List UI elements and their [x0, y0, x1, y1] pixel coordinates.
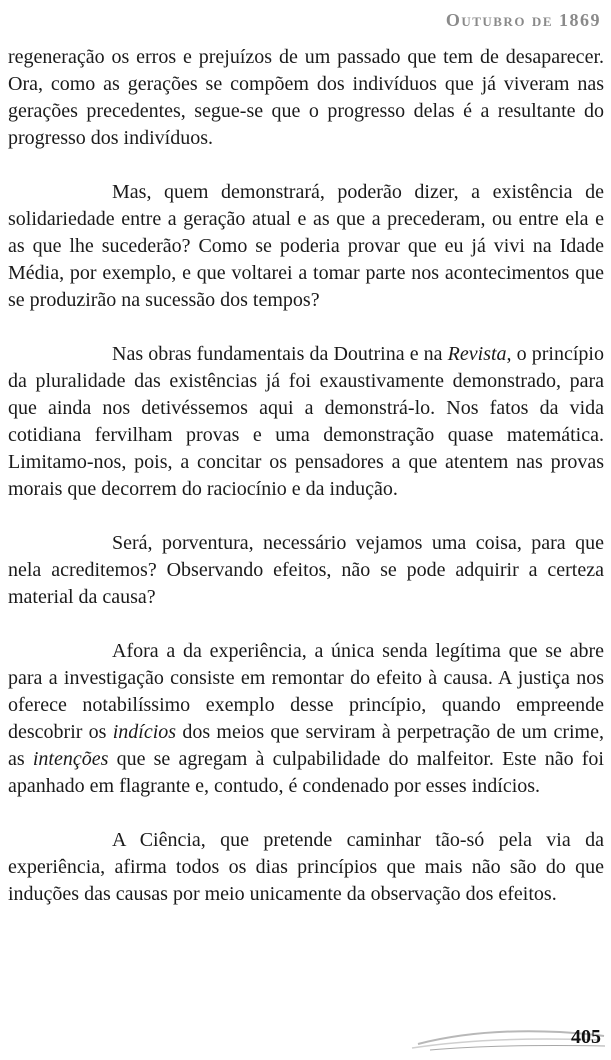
text-run: regeneração os erros e prejuízos de um passado que tem de desaparecer. Ora, como as gerações se compõem dos indivíduos que já viveram nas gerações precedentes, segue-se que o progresso delas é a resultante do progresso dos indivíduos.: [8, 46, 604, 149]
paragraph-4: [8, 530, 604, 611]
page-number: 405: [571, 1026, 601, 1048]
text-run: Afora a da experiência, a única senda legítima que se abre para a investigação consiste em remontar do efeito à causa. A justiça nos oferece notabilíssimo exemplo desse princípio, quando empreende descobrir os: [8, 640, 604, 743]
paragraph-3: [8, 341, 604, 503]
text-run: , o princípio da pluralidade das existências já foi exaustivamente demonstrado, para que ainda nos detivéssemos aqui a demonstrá-lo. Nos fatos da vida cotidiana fervilham provas e uma demonstração quase matemática. Limitamo-nos, pois, a concitar os pensadores a que atentem nas provas morais que decorrem do raciocínio e da indução.: [8, 343, 604, 500]
italic-term: Revista: [447, 343, 507, 365]
text-run: A Ciência, que pretende caminhar tão-só pela via da experiência, afirma todos os dias princípios que mais não são do que induções das causas por meio unicamente da observação dos efeitos.: [8, 829, 604, 905]
text-run: Será, porventura, necessário vejamos uma coisa, para que nela acreditemos? Observando efeitos, não se pode adquirir a certeza material da causa?: [8, 532, 604, 608]
swoosh-ornament: [0, 1010, 611, 1060]
text-run: que se agregam à culpabilidade do malfeitor. Este não foi apanhado em flagrante e, contudo, é condenado por esses indícios.: [8, 748, 604, 797]
paragraph-1: [8, 44, 604, 152]
italic-term: indícios: [112, 721, 177, 743]
paragraph-6: [8, 827, 604, 908]
body-text: [8, 44, 604, 935]
paragraph-2: [8, 179, 604, 314]
running-header: Outubro de 1869: [445, 10, 601, 30]
text-run: dos meios que serviram à perpetração de um crime, as: [8, 721, 604, 770]
italic-term: intenções: [32, 748, 109, 770]
paragraph-5: [8, 638, 604, 800]
text-run: Nas obras fundamentais da Doutrina e na: [112, 343, 448, 365]
page-footer: [0, 1010, 611, 1060]
text-run: Mas, quem demonstrará, poderão dizer, a existência de solidariedade entre a geração atual e as que a precederam, ou entre ela e as que lhe sucederão? Como se poderia provar que eu já vivi na Idade Média, por exemplo, e que voltarei a tomar parte nos acontecimentos que se produzirão na sucessão dos tempos?: [8, 181, 604, 311]
